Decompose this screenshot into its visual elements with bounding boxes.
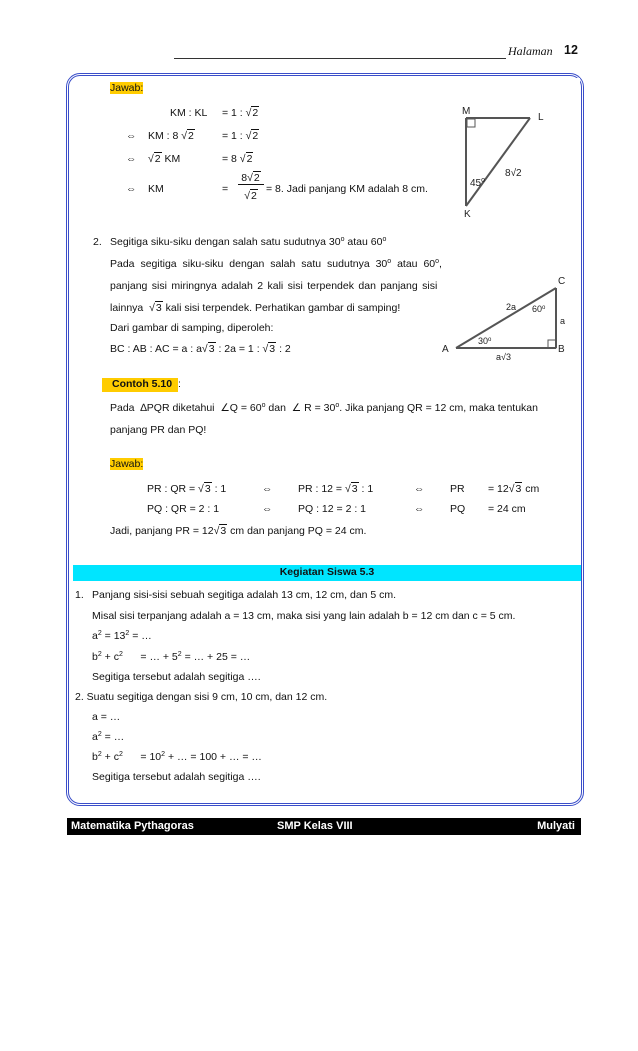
contoh-label: Contoh 5.10: [112, 378, 173, 390]
footer-left: Matematika Pythagoras: [71, 820, 194, 832]
q2-line2: a = …: [92, 711, 121, 723]
contoh-line1: Pada ∆PQR diketahui ∠Q = $60^o$ dan ∠ $R = 30^o$. Jika panjang QR = 12 cm, maka tentukan: [110, 402, 538, 414]
point2-number: 2.: [93, 236, 102, 248]
triangle-abc-figure: [440, 272, 570, 362]
point2-line5: Dari gambar di samping, diperoleh:: [110, 322, 274, 334]
pq-label: PQ: [450, 503, 466, 515]
header-rule: [174, 58, 506, 59]
label-a: A: [442, 344, 449, 355]
q1-line3: $a^2 = 13^2$ = …: [92, 630, 152, 642]
equiv-icon: ⇔: [126, 130, 137, 142]
q2-line1: 2. Suatu segitiga dengan sisi 9 cm, 10 cm, dan 12 cm.: [75, 691, 328, 703]
label-l: L: [538, 112, 544, 123]
point2-line6: BC : AB : AC = a : a√3 : 2a = 1 : √3 : 2: [110, 343, 291, 355]
side-a-root3: a√3: [496, 352, 511, 362]
fraction-denominator: √2: [244, 190, 257, 202]
page-label: Halaman: [508, 44, 553, 58]
contoh-conclusion: Jadi, panjang PR = 12√3 cm dan panjang PQ = 24 cm.: [110, 525, 367, 537]
ratio-pr-12: PR : 12 = √3 : 1: [298, 483, 374, 495]
row4-tail: = 8. Jadi panjang KM adalah 8 cm.: [266, 183, 428, 195]
row3-left: √2 KM: [148, 153, 181, 165]
hyp-2a: 2a: [506, 302, 517, 312]
right-angle-mark: [548, 340, 556, 348]
side-a-label: a: [560, 316, 566, 326]
q1-line4: $b^2 + c^2$ = … + $5^2$ = … + 25 = …: [92, 651, 251, 663]
equiv-icon: ⇔: [414, 483, 425, 495]
page-number: 12: [564, 43, 578, 57]
q1-line2: Misal sisi terpanjang adalah a = 13 cm, maka sisi yang lain adalah b = 12 cm dan c = 5 cm.: [92, 610, 516, 622]
row1-right: = 1 : √2: [222, 107, 259, 119]
footer-right: Mulyati: [537, 820, 575, 832]
contoh-jawab-label: Jawab:: [110, 458, 144, 470]
row2-left: KM : 8 √2: [148, 130, 194, 142]
equiv-icon: ⇔: [262, 503, 273, 515]
row3-right: = 8 √2: [222, 153, 253, 165]
q1-number: 1.: [75, 589, 84, 601]
equiv-icon: ⇔: [126, 183, 137, 195]
pr-value: = 12√3 cm: [488, 483, 540, 495]
point2-line4: lainnya √3 kali sisi terpendek. Perhatikan gambar di samping!: [110, 302, 401, 314]
triangle-kml-figure: [430, 78, 580, 220]
ratio-pq-12: PQ : 12 = 2 : 1: [298, 503, 366, 515]
contoh-colon: :: [178, 378, 181, 390]
contoh-line2: panjang PR dan PQ!: [110, 424, 207, 436]
label-k: K: [464, 209, 471, 220]
row2-right: = 1 : √2: [222, 130, 259, 142]
q1-line1: Panjang sisi-sisi sebuah segitiga adalah 13 cm, 12 cm, dan 5 cm.: [92, 589, 397, 601]
point2-line2: Pada segitiga siku-siku dengan salah satu sudutnya 30$^o$ atau 60$^o$,: [110, 258, 442, 270]
q1-line5: Segitiga tersebut adalah segitiga ….: [92, 671, 261, 683]
q2-line4: $b^2 + c^2$ = $10^2$ + … = 100 + … = …: [92, 751, 262, 763]
kegiatan-title: Kegiatan Siswa 5.3: [279, 566, 375, 578]
point2-line3: panjang sisi miringnya adalah 2 kali sisi terpendek dan panjang sisi: [110, 280, 438, 292]
hyp-label: 8√2: [505, 168, 522, 179]
row1-left: KM : KL: [170, 107, 208, 119]
jawab-label: Jawab:: [110, 82, 144, 94]
label-c: C: [558, 276, 566, 287]
ratio-pr-qr: PR : QR = √3 : 1: [147, 483, 227, 495]
angle-45: 45$^o$: [470, 177, 486, 189]
side-ac: [456, 288, 556, 348]
angle-30: 30$^o$: [478, 336, 492, 346]
q2-line3: $a^2$ = …: [92, 731, 125, 743]
equiv-icon: ⇔: [414, 503, 425, 515]
row4-left: KM: [148, 183, 164, 195]
pr-label: PR: [450, 483, 465, 495]
label-m: M: [462, 106, 471, 117]
angle-60: 60$^o$: [532, 304, 546, 314]
equiv-icon: ⇔: [126, 153, 137, 165]
footer-bar: [67, 818, 581, 835]
pq-value: = 24 cm: [488, 503, 526, 515]
row4-eq: =: [222, 183, 229, 195]
label-b: B: [558, 344, 565, 355]
equiv-icon: ⇔: [262, 483, 273, 495]
point2-line1: Segitiga siku-siku dengan salah satu sudutnya 30$^o$ atau 60$^o$: [110, 236, 387, 248]
ratio-pq-qr: PQ : QR = 2 : 1: [147, 503, 220, 515]
footer-center: SMP Kelas VIII: [277, 820, 353, 832]
q2-line5: Segitiga tersebut adalah segitiga ….: [92, 771, 261, 783]
fraction-numerator: 8√2: [238, 172, 264, 185]
